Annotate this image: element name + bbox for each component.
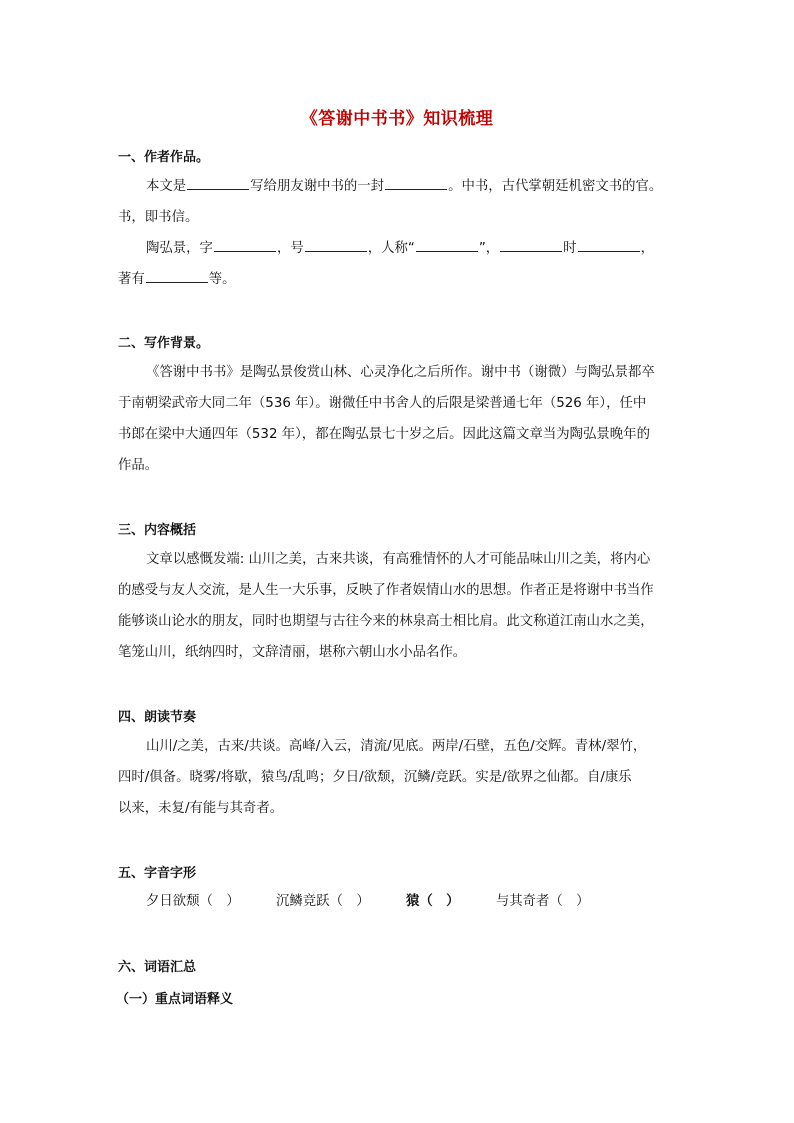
fill-blank[interactable] xyxy=(305,237,367,252)
subsection-heading-key-words: （一）重点词语释义 xyxy=(116,992,234,1007)
document-title: 《答谢中书书》知识梳理 xyxy=(300,109,494,129)
section-heading-pronunciation: 五、字音字形 xyxy=(118,866,197,881)
section-reading-rhythm-body xyxy=(118,731,678,824)
author-works-line-1: 本文是 写给朋友谢中书的一封 。中书，古代掌朝廷机密文书的官。 xyxy=(118,171,678,202)
fill-blank[interactable] xyxy=(578,237,640,252)
summary-line: 能够谈山论水的朋友，同时也期望与古往今来的林泉高士相比肩。此文称道江南山水之美， xyxy=(118,614,654,629)
section-author-works-body xyxy=(118,171,678,295)
rhythm-line: 四时/俱备。晓雾/将歇，猿鸟/乱鸣；夕日/欲颓，沉鳞/竞跃。实是/欲界之仙都。自/康乐 xyxy=(118,770,632,785)
section-heading-author-works: 一、作者作品。 xyxy=(118,150,210,165)
section-background-body xyxy=(118,357,678,481)
summary-line: 文章以感慨发端: 山川之美，古来共谈，有高雅情怀的人才可能品味山川之美，将内心 xyxy=(146,552,651,567)
rhythm-line: 山川/之美，古来/共谈。高峰/入云，清流/见底。两岸/石壁，五色/交辉。青林/翠竹， xyxy=(146,739,647,754)
pronunciation-item[interactable]: 沉鳞竞跃（ ） xyxy=(276,894,370,909)
author-works-line-3: 陶弘景，字 ，号 ，人称“ ”， 时 ， xyxy=(118,233,678,264)
background-line: 作品。 xyxy=(118,458,159,473)
section-heading-vocabulary: 六、词语汇总 xyxy=(118,960,197,975)
pronunciation-item[interactable]: 与其奇者（ ） xyxy=(495,894,590,909)
summary-line: 的感受与友人交流，是人生一大乐事，反映了作者娱情山水的思想。作者正是将谢中书当作 xyxy=(118,583,654,598)
fill-blank[interactable] xyxy=(500,237,562,252)
fill-blank[interactable] xyxy=(146,268,208,283)
fill-blank[interactable] xyxy=(416,237,478,252)
rhythm-line: 以来，未复/有能与其奇者。 xyxy=(118,801,284,816)
section-heading-background: 二、写作背景。 xyxy=(118,336,210,351)
section-heading-summary: 三、内容概括 xyxy=(118,523,197,538)
author-works-line-2: 书，即书信。 xyxy=(118,210,199,225)
section-heading-reading-rhythm: 四、朗读节奏 xyxy=(118,710,197,725)
fill-blank[interactable] xyxy=(385,175,447,190)
background-line: 于南朝梁武帝大同二年（536 年）。谢微任中书舍人的后限是梁普通七年（526 年），任中 xyxy=(118,396,647,411)
summary-line: 笔笼山川，纸纳四时，文辞清丽，堪称六朝山水小品名作。 xyxy=(118,645,467,660)
pronunciation-item[interactable]: 夕日欲颓（ ） xyxy=(146,894,240,909)
section-summary-body xyxy=(118,544,678,668)
background-line: 《答谢中书书》是陶弘景俊赏山林、心灵净化之后所作。谢中书（谢微）与陶弘景都卒 xyxy=(146,365,655,380)
author-works-line-4: 著有 等。 xyxy=(118,264,678,295)
pronunciation-item[interactable]: 猿（ ） xyxy=(406,894,460,909)
fill-blank[interactable] xyxy=(214,237,276,252)
pronunciation-items xyxy=(146,890,622,909)
fill-blank[interactable] xyxy=(187,175,249,190)
background-line: 书郎在梁中大通四年（532 年），都在陶弘景七十岁之后。因此这篇文章当为陶弘景晚年的 xyxy=(118,427,650,442)
